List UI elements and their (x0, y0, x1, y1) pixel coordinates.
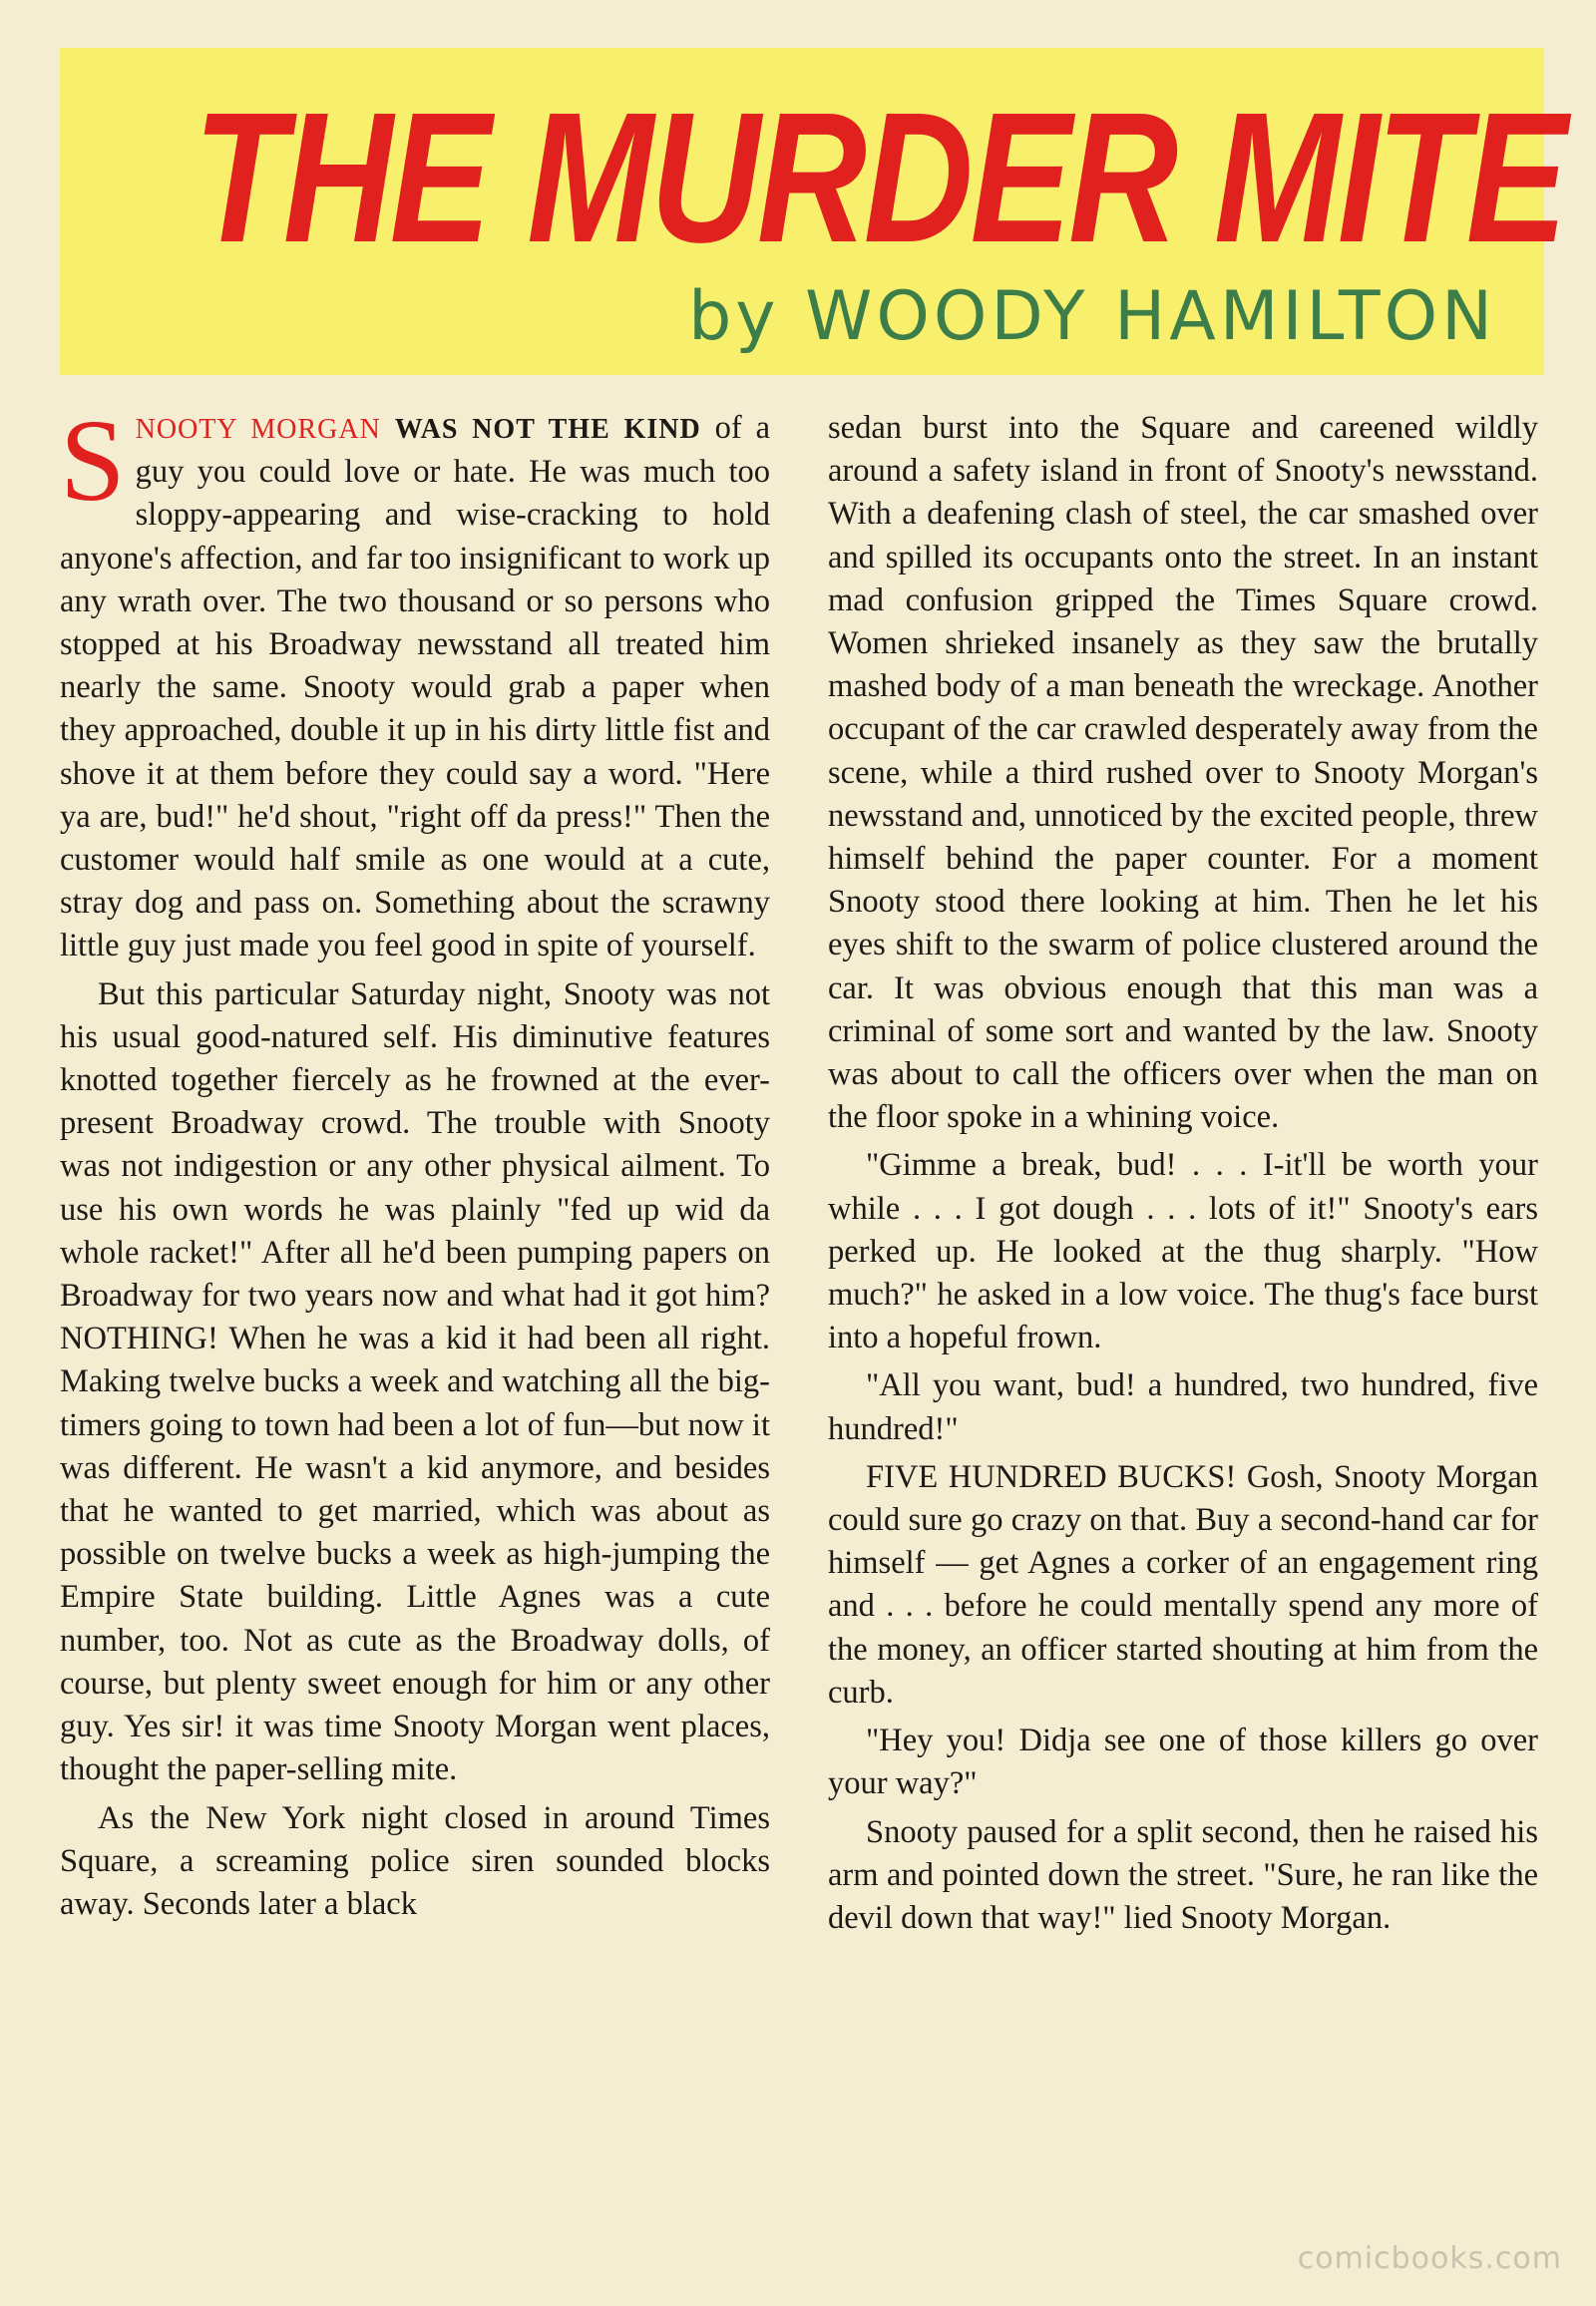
paragraph-6: FIVE HUNDRED BUCKS! Gosh, Snooty Morgan could sure go crazy on that. Buy a second-hand car for himself — get Agnes a corker of an engagement ring and . . . before he could mentally spend any more of the money, an officer started shouting at him from the curb. (828, 1458, 1538, 1711)
lead-name: NOOTY MORGAN (135, 414, 381, 445)
text-column-right (828, 407, 1538, 1945)
paragraph-1 (60, 395, 770, 968)
lead-caps: WAS NOT THE KIND (394, 414, 701, 445)
paragraph-1-text: of a guy you could love or hate. He was much too sloppy-appearing and wise-cracking to hold anyone's affection, and far too insignificant to work up any wrath over. The two thousand or so persons who stopped at his Broadway newsstand all treated him nearly the same. Snooty would grab a paper when they approached, double it up in his dirty little fist and shove it at them before they could say a word. "Here ya are, bud!" he'd shout, "right off da press!" Then the customer would half smile as one would at a cute, stray dog and pass on. Something about the scrawny little guy just made you feel good in spite of yourself. (60, 410, 770, 964)
paragraph-8: Snooty paused for a split second, then he raised his arm and pointed down the street. "Sure, he ran like the devil down that way!" lied Snooty Morgan. (828, 1813, 1538, 1936)
title-banner (60, 48, 1565, 375)
text-column-left (60, 395, 770, 1931)
paragraph-4: "Gimme a break, bud! . . . I-it'll be worth your while . . . I got dough . . . lots of it!" Snooty's ears perked up. He looked at the thug sharply. "How much?" he asked in a low voice. The thug's face burst into a hopeful frown. (828, 1147, 1538, 1356)
paragraph-7: "Hey you! Didja see one of those killers go over your way?" (828, 1723, 1538, 1802)
paragraph-2: But this particular Saturday night, Snooty was not his usual good-natured self. His diminutive features knotted together fiercely as he frowned at the ever-present Broadway crowd. The trouble with Snooty was not indigestion or any other physical ailment. To use his own words he was plainly "fed up wid da whole racket!" After all he'd been pumping papers on Broadway for two years now and what had it got him? NOTHING! When he was a kid it had been all right. Making twelve bucks a week and watching all the big-timers going to town had been a lot of fun—but now it was different. He wasn't a kid anymore, and besides that he wanted to get married, which was about as possible on twelve bucks a week as high-jumping the Empire State building. Little Agnes was a cute number, too. Not as cute as the Broadway dolls, of course, but plenty sweet enough for him or any other guy. Yes sir! it was time Snooty Morgan went places, thought the paper-selling mite. (60, 975, 770, 1788)
paragraph-3-continued: sedan burst into the Square and careened wildly around a safety island in front of Snooty's newsstand. With a deafening clash of steel, the car smashed over and spilled its occupants onto the street. In an instant mad confusion gripped the Times Square crowd. Women shrieked insanely as they saw the brutally mashed body of a man beneath the wreckage. Another occupant of the car crawled desperately away from the scene, while a third rushed over to Snooty Morgan's newsstand and, unnoticed by the excited people, threw himself behind the paper counter. For a moment Snooty stood there looking at him. Then he let his eyes shift to the swarm of police clustered around the car. It was obvious enough that this man was a criminal of some sort and wanted by the law. Snooty was about to call the officers over when the man on the floor spoke in a whining voice. (828, 410, 1538, 1136)
story-title: THE MURDER MITE (193, 75, 1565, 281)
site-watermark: comicbooks.com (1297, 2241, 1562, 2276)
author-byline: by WOODY HAMILTON (688, 277, 1496, 356)
paragraph-3: As the New York night closed in around Times Square, a screaming police siren sounded blocks away. Seconds later a black (60, 1799, 770, 1922)
drop-cap: S (60, 395, 126, 526)
paragraph-5: "All you want, bud! a hundred, two hundred, five hundred!" (828, 1367, 1538, 1447)
